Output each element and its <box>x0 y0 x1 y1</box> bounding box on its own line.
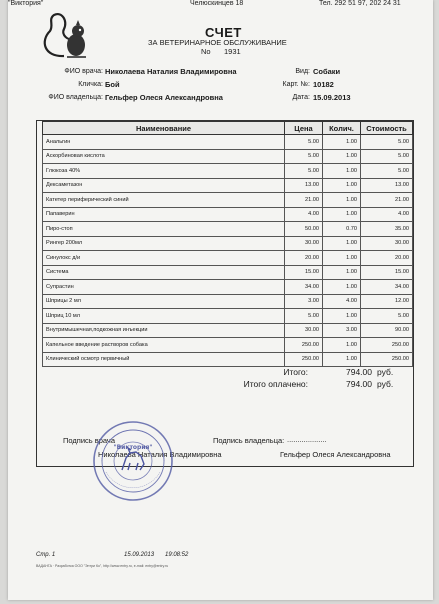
doctor-label: ФИО врача: <box>64 68 103 75</box>
owner-signature-line: ................... <box>287 435 327 444</box>
item-price-cell: 50.00 <box>285 222 323 237</box>
item-qty-cell: 1.00 <box>323 236 361 251</box>
item-cost-cell: 21.00 <box>361 193 413 208</box>
item-name-cell: Аскорбиновая кислота <box>43 149 285 164</box>
item-name-cell: Капельное введение растворов собака <box>43 338 285 353</box>
species-value: Собаки <box>313 67 341 76</box>
table-row <box>43 178 413 193</box>
page-number: Стр. 1 <box>36 552 56 558</box>
item-cost-cell: 90.00 <box>361 323 413 338</box>
software-credit: ВАДАНГА · Разработка ООО "Энтри Ко", http://www.entry.ru, e-mail: entry@entry.ru <box>36 564 169 568</box>
col-header-price: Цена <box>285 122 323 135</box>
item-qty-cell: 1.00 <box>323 178 361 193</box>
item-qty-cell: 1.00 <box>323 265 361 280</box>
item-cost-cell: 5.00 <box>361 309 413 324</box>
item-name-cell: Система <box>43 265 285 280</box>
doctor-name: Николаева Наталия Владимировна <box>105 67 237 76</box>
owner-name: Гельфер Олеся Александровна <box>105 93 223 102</box>
owner-signature-name: Гельфер Олеся Александровна <box>280 450 391 459</box>
item-name-cell: Супрастин <box>43 280 285 295</box>
item-qty-cell: 1.00 <box>323 149 361 164</box>
clinic-address: Челюскинцев 18 <box>190 0 244 7</box>
clinic-phone: Тел. 292 51 97, 202 24 31 <box>319 0 401 7</box>
doctor-signature-label: Подпись врача <box>63 436 116 445</box>
invoice-subtitle: ЗА ВЕТЕРИНАРНОЕ ОБСЛУЖИВАНИЕ <box>148 38 287 47</box>
invoice-number: 1931 <box>224 47 241 56</box>
item-qty-cell: 1.00 <box>323 309 361 324</box>
item-name-cell: Шприц 10 мл <box>43 309 285 324</box>
invoice-title: СЧЕТ <box>205 25 242 40</box>
col-header-cost: Стоимость <box>361 122 413 135</box>
item-cost-cell: 12.00 <box>361 294 413 309</box>
item-cost-cell: 30.00 <box>361 236 413 251</box>
paid-label: Итого оплачено: <box>243 379 308 389</box>
species-label: Вид: <box>295 68 310 75</box>
item-cost-cell: 5.00 <box>361 135 413 150</box>
item-qty-cell: 3.00 <box>323 323 361 338</box>
paid-currency: руб. <box>377 379 394 389</box>
item-name-cell: Пиро-стоп <box>43 222 285 237</box>
table-row <box>43 135 413 150</box>
table-row <box>43 323 413 338</box>
table-row <box>43 251 413 266</box>
item-price-cell: 30.00 <box>285 236 323 251</box>
table-row <box>43 164 413 179</box>
item-qty-cell: 1.00 <box>323 280 361 295</box>
print-time: 19:08:52 <box>165 552 189 558</box>
item-cost-cell: 5.00 <box>361 164 413 179</box>
item-price-cell: 15.00 <box>285 265 323 280</box>
item-qty-cell: 1.00 <box>323 193 361 208</box>
doctor-signature-name: Николаева Наталия Владимировна <box>98 450 222 459</box>
item-name-cell: Шприцы 2 мл <box>43 294 285 309</box>
item-price-cell: 5.00 <box>285 135 323 150</box>
invoice-number-label: No <box>201 47 211 56</box>
item-qty-cell: 1.00 <box>323 251 361 266</box>
item-price-cell: 5.00 <box>285 309 323 324</box>
table-row <box>43 222 413 237</box>
item-price-cell: 5.00 <box>285 164 323 179</box>
item-cost-cell: 4.00 <box>361 207 413 222</box>
col-header-name: Наименование <box>43 122 285 135</box>
item-name-cell: Анальгин <box>43 135 285 150</box>
item-qty-cell: 4.00 <box>323 294 361 309</box>
clinic-stamp-icon <box>92 420 174 502</box>
item-price-cell: 3.00 <box>285 294 323 309</box>
item-cost-cell: 20.00 <box>361 251 413 266</box>
item-cost-cell: 34.00 <box>361 280 413 295</box>
table-header-row <box>43 122 413 135</box>
total-currency: руб. <box>377 367 394 377</box>
table-row <box>43 149 413 164</box>
invoice-sheet <box>8 0 433 600</box>
item-cost-cell: 13.00 <box>361 178 413 193</box>
table-row <box>43 265 413 280</box>
item-price-cell: 13.00 <box>285 178 323 193</box>
item-price-cell: 34.00 <box>285 280 323 295</box>
table-row <box>43 207 413 222</box>
pet-name: Бой <box>105 80 120 89</box>
item-qty-cell: 1.00 <box>323 207 361 222</box>
clinic-name: "Виктория" <box>8 0 44 7</box>
table-row <box>43 338 413 353</box>
owner-label: ФИО владельца: <box>48 94 103 101</box>
item-name-cell: Синулокс д/и <box>43 251 285 266</box>
item-name-cell: Глюкоза 40% <box>43 164 285 179</box>
item-name-cell: Клинический осмотр первичный <box>43 352 285 367</box>
item-price-cell: 250.00 <box>285 338 323 353</box>
item-qty-cell: 1.00 <box>323 352 361 367</box>
paid-amount: 794.00 <box>346 379 372 389</box>
table-row <box>43 280 413 295</box>
stamp-text: "Виктория" <box>113 444 153 451</box>
items-table-body <box>43 135 413 367</box>
item-cost-cell: 250.00 <box>361 352 413 367</box>
total-amount: 794.00 <box>346 367 372 377</box>
item-price-cell: 250.00 <box>285 352 323 367</box>
item-price-cell: 4.00 <box>285 207 323 222</box>
item-qty-cell: 0.70 <box>323 222 361 237</box>
pet-name-label: Кличка: <box>78 81 103 88</box>
item-cost-cell: 250.00 <box>361 338 413 353</box>
date-label: Дата: <box>292 94 310 101</box>
clinic-logo-squirrel-icon <box>34 11 94 61</box>
item-name-cell: Катетер периферический синий <box>43 193 285 208</box>
item-price-cell: 5.00 <box>285 149 323 164</box>
table-row <box>43 352 413 367</box>
table-row <box>43 193 413 208</box>
item-name-cell: Папаверин <box>43 207 285 222</box>
item-cost-cell: 35.00 <box>361 222 413 237</box>
print-date: 15.09.2013 <box>124 552 155 558</box>
item-cost-cell: 5.00 <box>361 149 413 164</box>
card-number: 10182 <box>313 80 334 89</box>
invoice-date: 15.09.2013 <box>313 93 351 102</box>
table-row <box>43 309 413 324</box>
item-price-cell: 21.00 <box>285 193 323 208</box>
item-qty-cell: 1.00 <box>323 164 361 179</box>
total-label: Итого: <box>283 367 308 377</box>
item-cost-cell: 15.00 <box>361 265 413 280</box>
col-header-qty: Колич. <box>323 122 361 135</box>
card-number-label: Карт. №: <box>282 81 310 88</box>
item-name-cell: Рингер 200мл <box>43 236 285 251</box>
item-qty-cell: 1.00 <box>323 135 361 150</box>
item-qty-cell: 1.00 <box>323 338 361 353</box>
table-row <box>43 236 413 251</box>
items-table <box>42 121 413 367</box>
item-price-cell: 30.00 <box>285 323 323 338</box>
owner-signature-label: Подпись владельца: <box>213 436 285 445</box>
item-price-cell: 20.00 <box>285 251 323 266</box>
item-name-cell: Дексаметазон <box>43 178 285 193</box>
table-row <box>43 294 413 309</box>
item-name-cell: Внутримышечная,подкожная инъекции <box>43 323 285 338</box>
